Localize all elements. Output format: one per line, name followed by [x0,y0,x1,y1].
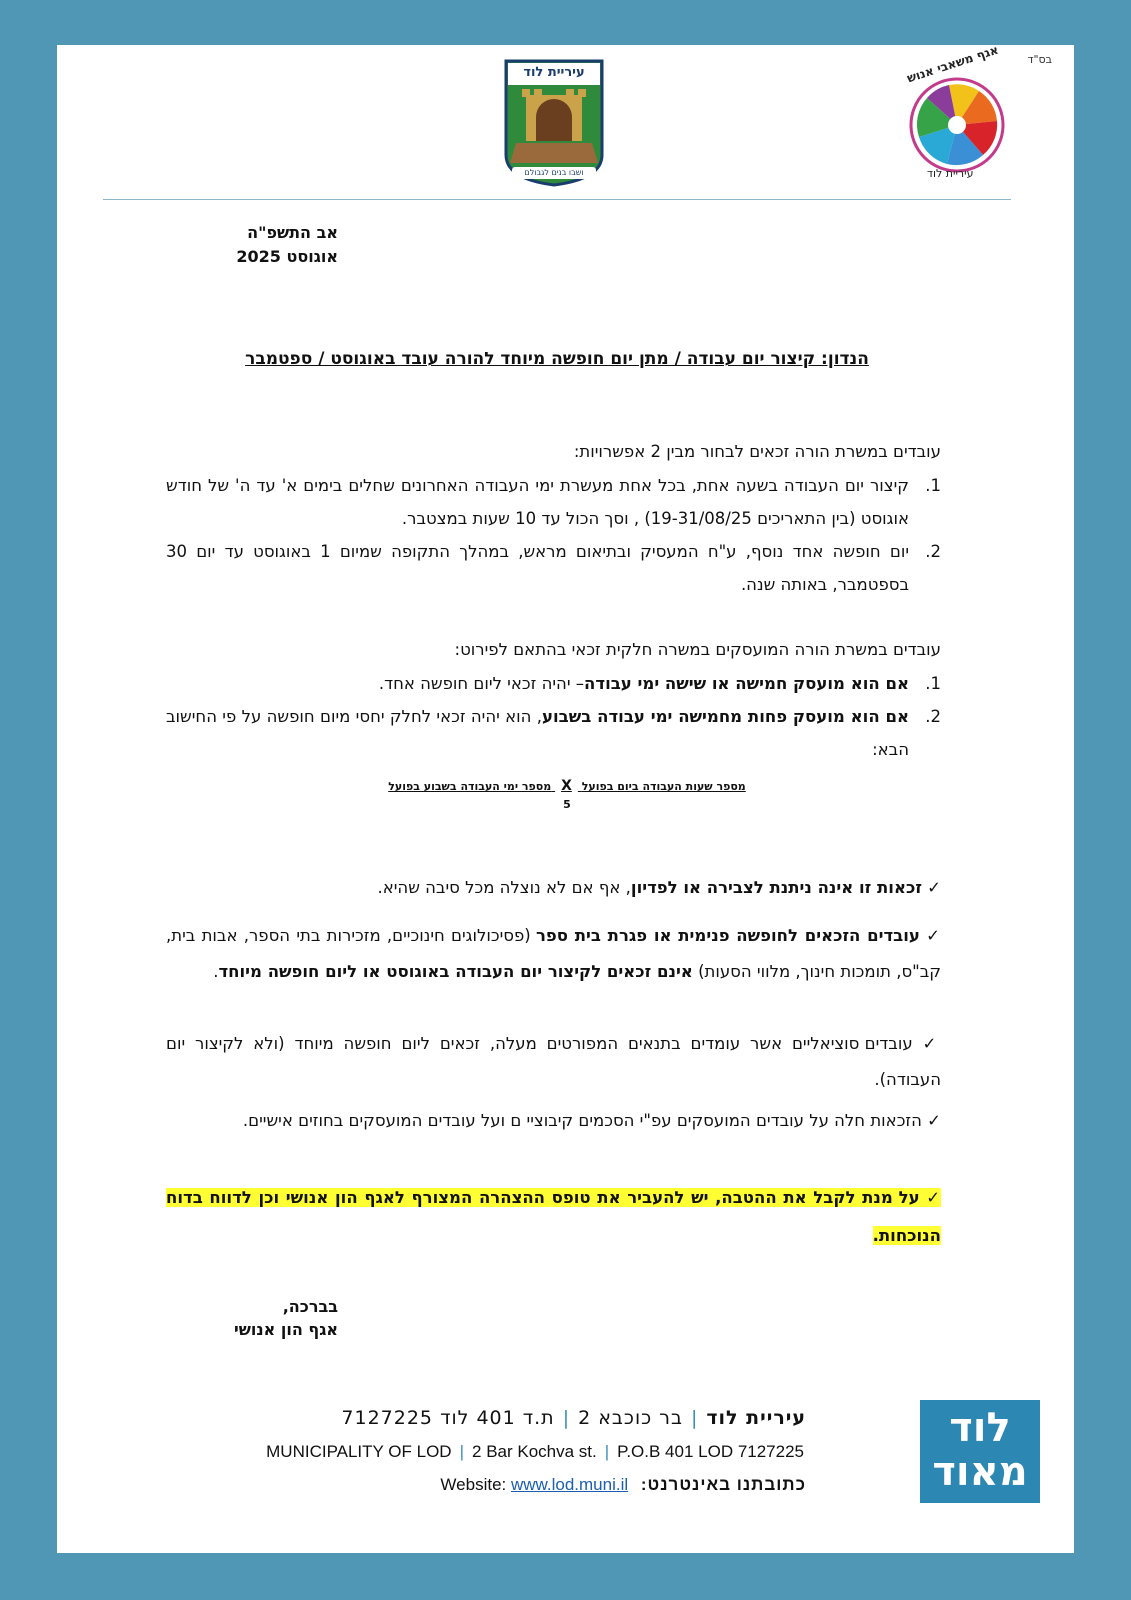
formula-right: מספר ימי העבודה בשבוע בפועל [388,780,552,793]
footer-separator: | [562,1407,571,1429]
letter-date [236,221,338,269]
header-divider [103,199,1011,200]
crest-top-text: עיריית לוד [523,65,585,80]
note-3 [166,1026,941,1098]
formula-numerator [357,778,777,794]
note-bold-2: אינם זכאים לקיצור יום העבודה באוגוסט או ליום חופשה מיוחד [218,962,693,981]
logo-line-2: מאוד [932,1449,1028,1495]
note-text: על מנת לקבל את ההטבה, יש להעביר את טופס ההצהרה המצורף לאגף הון אנושי וכן לדווח בדוח הנוכחות. [166,1188,941,1245]
section2-item-1 [166,667,941,700]
item-text [166,667,909,700]
signature-block [234,1295,338,1341]
item-bold: אם הוא מועסק פחות מחמישה ימי עבודה בשבוע [542,707,909,726]
note-bold: זכאות זו אינה ניתנת לצבירה או לפדיון [630,878,922,897]
section1-item-2 [166,535,941,601]
item-rest: – יהיה זכאי ליום חופשה אחד. [378,674,585,693]
footer-city-he: עיריית לוד [706,1407,806,1429]
note-2 [166,918,941,990]
website-link[interactable]: www.lod.muni.il [510,1475,629,1494]
highlighted-text [166,1188,941,1245]
formula-operator: X [561,778,572,794]
checkmark-icon: ✓ [927,1111,941,1130]
item-text [166,700,909,766]
note-1 [166,871,941,904]
bsd-mark: בס"ד [1027,53,1052,66]
signature-greeting: בברכה, [282,1297,338,1316]
footer-pobox-en: P.O.B 401 LOD 7127225 [617,1442,804,1461]
note-text: הזכאות חלה על עובדים המועסקים עפ"י הסכמים קיבוציי ם ועל עובדים המועסקים בחוזים אישיים. [242,1111,922,1130]
item-rest: , הוא יהיה זכאי לחלק יחסי מיום חופשה על פי החישוב הבא: [166,707,909,759]
checkmark-icon: ✓ [927,878,941,897]
footer-separator: | [690,1407,699,1429]
item-text: יום חופשה אחד נוסף, ע"ח המעסיק ובתיאום מראש, במהלך התקופה שמיום 1 באוגוסט עד יום 30 בספטמבר, באותה שנה. [166,542,910,594]
footer-city-en: MUNICIPALITY OF LOD [266,1442,452,1461]
footer-english-address [266,1442,804,1462]
section1-item-1 [166,469,941,535]
note-4 [166,1103,941,1139]
footer-street-en: 2 Bar Kochva st. [472,1442,597,1461]
note-text: , אף אם לא נוצלה מכל סיבה שהיא. [377,878,631,897]
hr-logo-arc-text: אגף משאבי אנוש [905,42,1001,86]
gregorian-date: אוגוסט 2025 [236,247,338,266]
item-text: קיצור יום העבודה בשעה אחת, בכל אחת מעשרת ימי העבודה האחרונים שחלים בימים א' עד ה' של חודש אוגוסט (בין התאריכים 19-31/08/25) , וסך הכול עד 10 שעות במצטבר. [166,476,909,528]
note-text: עובדים סוציאליים אשר עומדים בתנאים המפורטים מעלה, זכאים ליום חופשה מיוחד (ולא לקיצור יום העבודה). [166,1034,941,1089]
note-end: . [213,962,219,981]
calculation-formula [357,778,777,811]
item-number: 1. [925,476,941,495]
footer-hebrew-address [341,1407,806,1429]
hr-department-logo [895,42,1025,185]
logo-line-1: לוד [949,1405,1011,1451]
website-label-en: Website: [440,1475,507,1494]
item-number: 1. [925,674,941,693]
formula-left: מספר שעות העבודה ביום בפועל [581,780,746,793]
hebrew-date: אב התשפ"ה [247,223,338,242]
footer-street-he: בר כוכבא 2 [578,1407,683,1429]
item-bold: אם הוא מועסק חמישה או שישה ימי עבודה [584,674,909,693]
hr-logo-bottom-text: עיריית לוד [927,167,974,180]
checkmark-icon: ✓ [922,1034,942,1053]
section2-item-2 [166,700,941,766]
footer-separator: | [459,1442,465,1461]
website-label-he: כתובתנו באינטרנט: [640,1475,806,1494]
footer-pobox-he: ת.ד 401 לוד 7127225 [341,1407,555,1429]
footer-website [440,1475,806,1495]
subject-line: הנדון: קיצור יום עבודה / מתן יום חופשה מיוחד להורה עובד באוגוסט / ספטמבר [245,349,869,369]
footer-separator: | [604,1442,610,1461]
formula-denominator: 5 [563,798,571,811]
checkmark-icon: ✓ [926,1188,942,1207]
note-5-highlighted [166,1179,941,1255]
item-number: 2. [925,707,941,726]
crest-motto: ושבו בנים לגבולם [524,168,584,177]
note-text: (פסיכולוגים חינוכיים, מזכירות בתי הספר, אבות בית, קב"ס, תומכות חינוך, מלווי הסעות) [166,926,941,981]
note-bold: עובדים הזכאים לחופשה פנימית או פגרת בית ספר [535,926,920,945]
signature-department: אגף הון אנושי [234,1320,338,1339]
section2-intro: עובדים במשרת הורה המועסקים במשרה חלקית זכאי בהתאם לפירוט: [454,640,941,659]
checkmark-icon: ✓ [926,926,942,945]
city-crest [502,59,606,187]
section1-intro: עובדים במשרת הורה זכאים לבחור מבין 2 אפשרויות: [573,442,941,461]
item-number: 2. [925,542,941,561]
letter-page [57,42,1074,1553]
lod-meod-logo [920,1400,1040,1503]
